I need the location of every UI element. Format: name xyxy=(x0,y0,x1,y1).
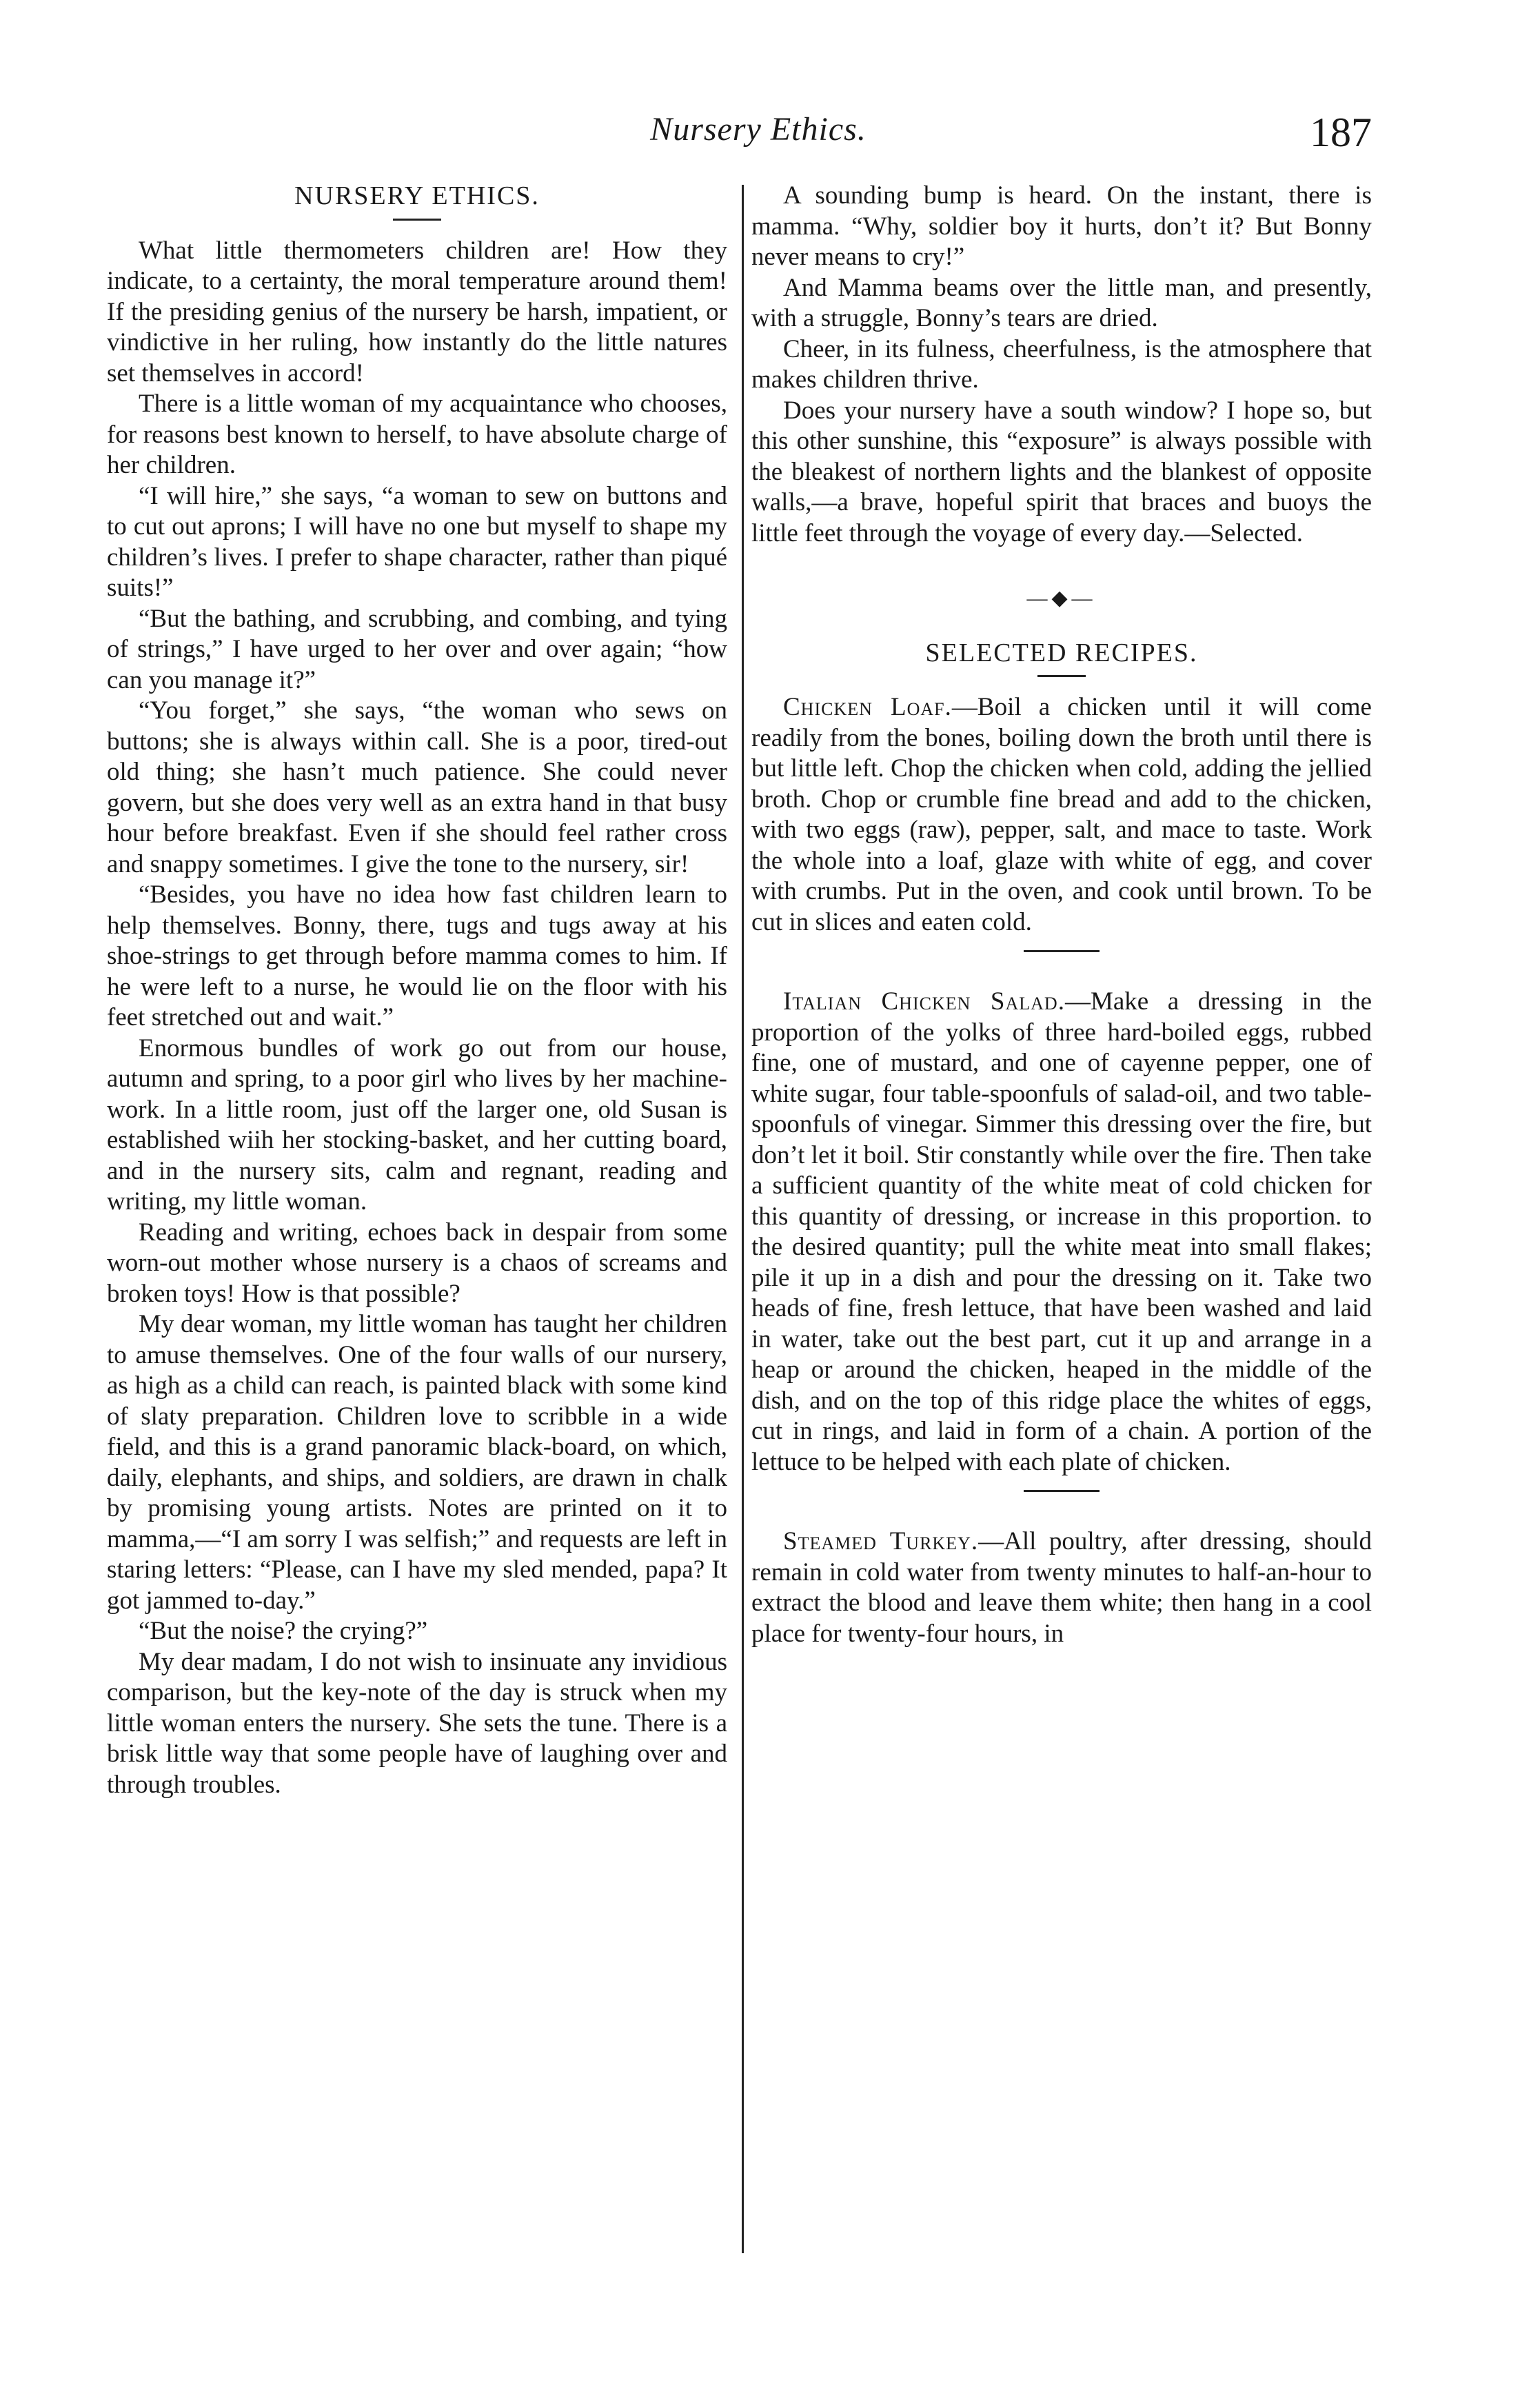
section-ornament: —◆— xyxy=(1026,587,1097,609)
recipe xyxy=(751,1527,1372,1649)
paragraph: “But the bathing, and scrubbing, and combing, and tying of strings,” I have urged to her over and over again; “how can you manage it?” xyxy=(107,604,727,694)
paragraph: Reading and writing, echoes back in despair from some worn-out mother whose nursery is a chaos of screams and broken toys! How is that possible? xyxy=(107,1218,727,1308)
recipe-name: Steamed Turkey. xyxy=(783,1527,979,1555)
recipe-divider xyxy=(1024,1490,1100,1492)
right-column xyxy=(751,181,1372,1649)
paragraph: My dear woman, my little woman has taught her children to amuse themselves. One of the four walls of our nursery, as high as a child can reach, is painted black with some kind of slaty preparation. Children love to scribble in a wide field, and this is a grand panoramic black-board, on which, daily, elephants, and ships, and soldiers, are drawn in chalk by promising young artists. Notes are printed on it to mamma,—“I am sorry I was selfish;” and requests are left in staring letters: “Please, can I have my sled mended, papa? It got jammed to-day.” xyxy=(107,1310,727,1615)
paragraph: “Besides, you have no idea how fast children learn to help themselves. Bonny, there, tugs and tugs away at his shoe-strings to get through before mamma comes to him. If he were left to a nurse, he would lie on the floor with his feet stretched out and wait.” xyxy=(107,880,727,1031)
title-rule xyxy=(393,219,441,221)
running-title: Nursery Ethics. xyxy=(650,111,867,148)
paragraph: Does your nursery have a south window? I hope so, but this other sunshine, this “exposure” is always possible with the bleakest of northern lights and the blankest of opposite walls,—a brave, hopeful spirit that braces and buoys the little feet through the voyage of every day.—Selected. xyxy=(751,396,1372,547)
recipe-text: —Boil a chicken until it will come readily from the bones, boiling down the broth until there is but little left. Chop the chicken when cold, adding the jellied broth. Chop or crumble fine bread and add to the chicken, with two eggs (raw), pepper, salt, and mace to taste. Work the whole into a loaf, glaze with white of egg, and cover with crumbs. Put in the oven, and cook until brown. To be cut in slices and eaten cold. xyxy=(751,693,1372,936)
recipe-name: Chicken Loaf. xyxy=(783,693,952,721)
left-column xyxy=(107,181,727,1800)
recipes-title-rule xyxy=(1037,675,1086,677)
article-title: NURSERY ETHICS. xyxy=(294,181,540,210)
paragraph: Cheer, in its fulness, cheerfulness, is the atmosphere that makes children thrive. xyxy=(751,334,1372,394)
page-number: 187 xyxy=(1310,110,1372,155)
recipe xyxy=(751,987,1372,1478)
recipe-text: —All poultry, after dressing, should remain in cold water from twenty minutes to half-an-hour to extract the blood and leave them white; then hang in a cool place for twenty-four hours, in xyxy=(751,1527,1372,1648)
paragraph: “But the noise? the crying?” xyxy=(139,1617,428,1645)
recipe xyxy=(751,692,1372,938)
recipe-text: —Make a dressing in the proportion of the yolks of three hard-boiled eggs, rubbed fine, one of mustard, and one of cayenne pepper, one of white sugar, four table-spoonfuls of salad-oil, and two table-spoonfuls of vinegar. Simmer this dressing over the fire, but don’t let it boil. Stir constantly while over the fire. Then take a sufficient quantity of the white meat of cold chicken for this quantity of dressing, or increase in this proportion. to the desired quantity; pull the white meat into small flakes; pile it up in a dish and pour the dressing on it. Take two heads of fine, fresh lettuce, that have been washed and laid in water, take out the best part, cut it up and arrange in a heap or around the chicken, heaped in the middle of the dish, and on the top of this ridge place the whites of eggs, cut in rings, and laid in form of a chain. A portion of the lettuce to be helped with each plate of chicken. xyxy=(751,987,1372,1476)
recipes-title: SELECTED RECIPES. xyxy=(925,638,1198,667)
paragraph: What little thermometers children are! How they indicate, to a certainty, the moral temperature around them! If the presiding genius of the nursery be harsh, impatient, or vindictive in her ruling, how instantly do the little natures set themselves in accord! xyxy=(107,236,727,387)
paragraph: A sounding bump is heard. On the instant, there is mamma. “Why, soldier boy it hurts, don’t it? But Bonny never means to cry!” xyxy=(751,181,1372,271)
paragraph: There is a little woman of my acquaintance who chooses, for reasons best known to herself, to have absolute charge of her children. xyxy=(107,390,727,479)
paragraph: “I will hire,” she says, “a woman to sew on buttons and to cut out aprons; I will have no one but myself to shape my children’s lives. I prefer to shape character, rather than piqué suits!” xyxy=(107,481,727,602)
recipe-divider xyxy=(1024,950,1100,952)
column-divider xyxy=(742,185,744,2253)
paragraph: “You forget,” she says, “the woman who sews on buttons; she is always within call. She is a poor, tired-out old thing; she hasn’t much patience. She could never govern, but she does very well as an extra hand in that busy hour before breakfast. Even if she should feel rather cross and snappy sometimes. I give the tone to the nursery, sir! xyxy=(107,696,727,878)
paragraph: My dear madam, I do not wish to insinuate any invidious comparison, but the key-note of the day is struck when my little woman enters the nursery. She sets the tune. There is a brisk little way that some people have of laughing over and through troubles. xyxy=(107,1647,727,1799)
paragraph: And Mamma beams over the little man, and presently, with a struggle, Bonny’s tears are dried. xyxy=(751,273,1372,332)
recipe-name: Italian Chicken Salad. xyxy=(783,987,1065,1016)
paragraph: Enormous bundles of work go out from our house, autumn and spring, to a poor girl who lives by her machine-work. In a little room, just off the larger one, old Susan is established wiih her stocking-basket, and her cutting board, and in the nursery sits, calm and regnant, reading and writing, my little woman. xyxy=(107,1034,727,1216)
